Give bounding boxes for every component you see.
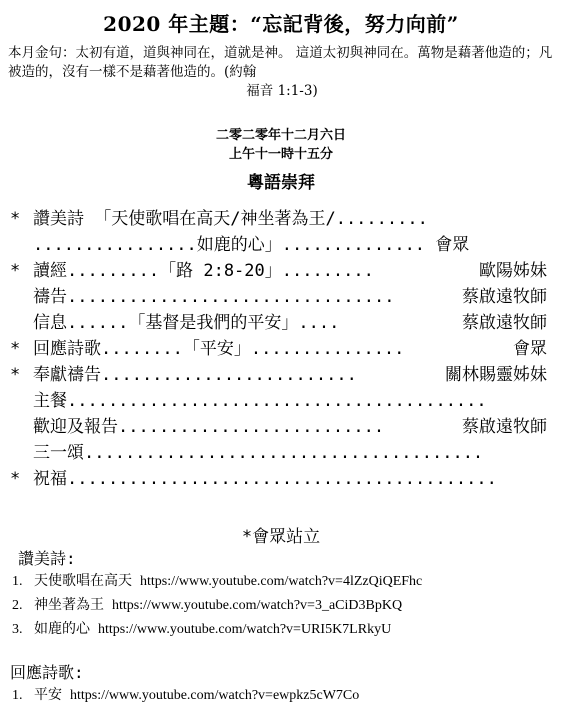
order-row [10,362,555,388]
order-item-text: 禱告................................ [33,287,395,307]
standing-marker: * [10,261,21,281]
order-item-text: ................如鹿的心」.............. 會眾 [33,235,470,255]
memory-verse-reference: 福音 1:1-3) [246,83,318,99]
list-number: 3. [12,622,23,637]
order-row [10,258,555,284]
list-number: 1. [12,574,23,589]
service-time: 上午十一時十五分 [228,147,333,162]
song-title: 神坐著為王 [34,598,104,613]
standing-marker: * [10,365,21,385]
song-link[interactable]: https://www.youtube.com/watch?v=3_aCiD3BpKQ [112,598,403,613]
memory-verse-text: 本月金句：太初有道，道與神同在，道就是神。 這道太初與神同在。萬物是藉著他造的；凡被造的，沒有一樣不是藉著他造的。(約翰 [8,45,553,80]
order-item-leader: 歐陽姊妹 [477,258,547,284]
order-item-text: 祝福.......................................... [33,469,497,489]
order-item-leader: 關林賜靈姊妹 [443,362,547,388]
order-item-text: 主餐......................................... [33,391,487,411]
hymn-links [12,570,557,642]
song-link[interactable]: https://www.youtube.com/watch?v=URI5K7LRkyU [98,622,392,637]
song-link[interactable]: https://www.youtube.com/watch?v=ewpkz5cW7Co [70,688,360,703]
memory-verse [8,44,556,101]
theme-title: 2020 年主題：“忘記背後，努力向前” [103,12,459,36]
order-item-leader: 蔡啟遠牧師 [460,284,547,310]
hymns-label: 讚美詩: [18,549,76,568]
list-number: 1. [12,688,23,703]
order-item-leader: 蔡啟遠牧師 [460,414,547,440]
order-row [10,414,555,440]
response-links [12,684,557,708]
list-item [12,570,557,594]
order-item-text: 回應詩歌........「平安」............... [33,339,405,359]
list-item [12,594,557,618]
order-row [10,466,555,492]
order-item-text: 歡迎及報告.......................... [33,417,385,437]
standing-marker: * [10,469,21,489]
standing-note: *會眾站立 [241,527,321,547]
order-item-text: 信息......「基督是我們的平安」.... [33,313,340,333]
song-link[interactable]: https://www.youtube.com/watch?v=4lZzQiQEFhc [140,574,423,589]
response-label: 回應詩歌: [10,663,84,682]
order-item-text: 三一頌....................................... [33,443,484,463]
standing-marker: * [10,209,21,229]
order-item-leader: 會眾 [511,336,547,362]
order-row [10,284,555,310]
list-item [12,618,557,642]
song-title: 平安 [34,688,62,703]
order-item-text: 讀經.........「路 2:8-20」......... [33,261,374,281]
order-row [10,440,555,466]
song-title: 如鹿的心 [34,622,90,637]
order-row [10,336,555,362]
song-title: 天使歌唱在高天 [34,574,132,589]
standing-marker: * [10,339,21,359]
service-date: 二零二零年十二月六日 [215,128,346,143]
order-item-text: 讚美詩 「天使歌唱在高天/神坐著為王/......... [33,209,428,229]
list-number: 2. [12,598,23,613]
order-row [10,206,555,232]
order-row [10,388,555,414]
order-item-leader: 蔡啟遠牧師 [460,310,547,336]
order-of-worship [10,206,555,492]
service-title: 粵語崇拜 [247,173,315,193]
order-row [10,232,555,258]
order-item-text: 奉獻禱告......................... [33,365,357,385]
order-row [10,310,555,336]
list-item [12,684,557,708]
